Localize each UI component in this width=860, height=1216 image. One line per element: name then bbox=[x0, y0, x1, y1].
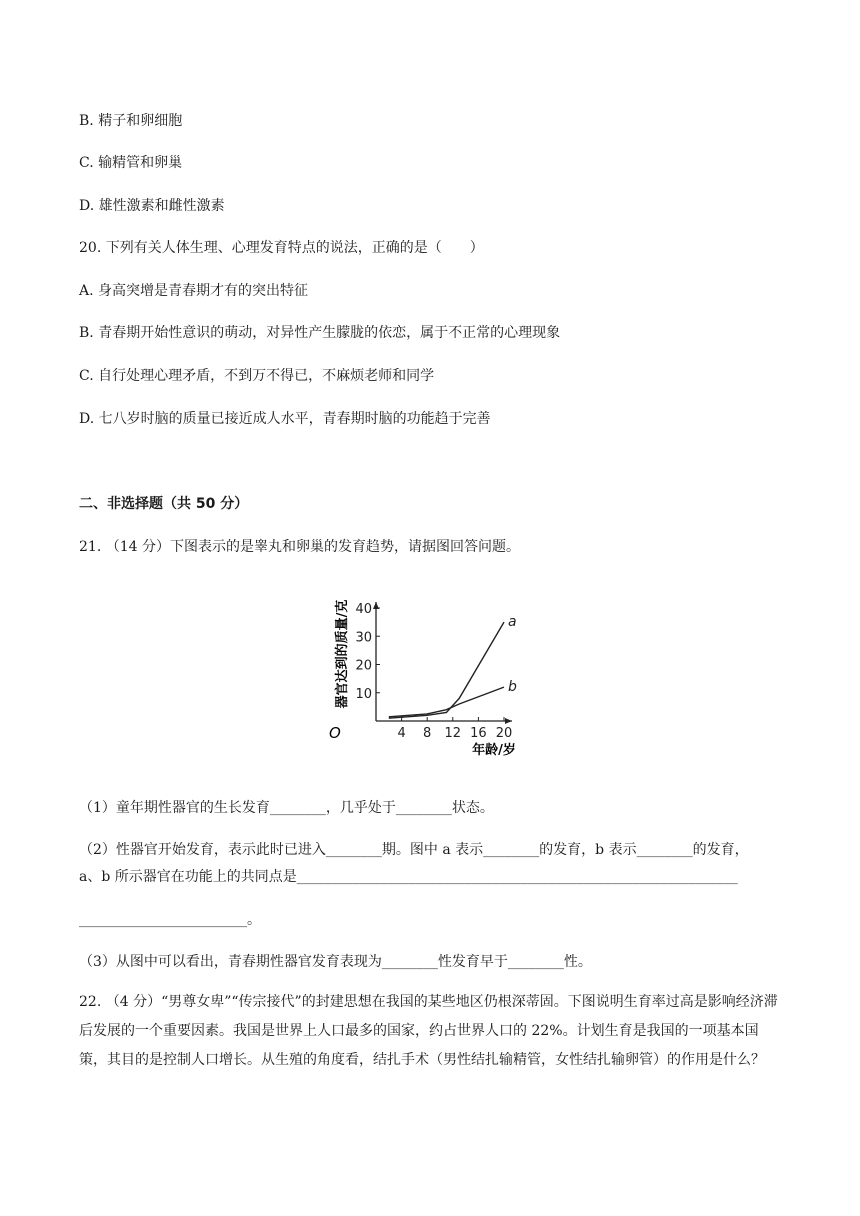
y-tick-label: 10 bbox=[355, 686, 372, 702]
y-tick-label: 40 bbox=[355, 602, 372, 617]
question-21-sub1: （1）童年期性器官的生长发育________，几乎处于________状态。 bbox=[79, 800, 494, 816]
chart-ticks bbox=[355, 602, 512, 741]
y-tick-label: 30 bbox=[355, 630, 372, 646]
series-label-a: a bbox=[508, 614, 517, 631]
series-label-b: b bbox=[508, 679, 517, 696]
x-tick-label: 12 bbox=[444, 726, 462, 741]
question-21-sub2-line1: （2）性器官开始发育，表示此时已进入________期。图中 a 表示________的发育，b 表示________的发育， bbox=[79, 842, 749, 858]
chart-ylabel: 器官达到的质量/克 bbox=[335, 599, 350, 709]
chart-origin-label: O bbox=[329, 724, 341, 742]
chart-axes bbox=[373, 602, 512, 724]
question-22-text: 22. （4 分）“男尊女卑”“传宗接代”的封建思想在我国的某些地区仍根深蒂固。下图说明生育率过高是影响经济滞后发展的一个重要因素。我国是世界上人口最多的国家，约占世界人口的 22%。计划生育是我国的一项基本国策，其目的是控制人口增长。从生殖的角度看，结扎手术（男性结扎输精管，女性结扎输卵管）的作用是什么？ bbox=[79, 994, 778, 1068]
x-tick-label: 4 bbox=[397, 726, 406, 741]
option-19-b: B. 精子和卵细胞 bbox=[79, 113, 183, 129]
option-20-c: C. 自行处理心理矛盾，不到万不得已，不麻烦老师和同学 bbox=[79, 368, 435, 384]
x-tick-label: 8 bbox=[423, 726, 432, 741]
x-axis-arrow bbox=[505, 718, 512, 724]
x-tick-label: 20 bbox=[495, 726, 513, 741]
chart-series bbox=[389, 614, 517, 718]
option-20-a: A. 身高突增是青春期才有的突出特征 bbox=[79, 283, 309, 299]
x-tick-label: 16 bbox=[470, 726, 487, 741]
question-21-sub2-line2: a、b 所示器官在功能上的共同点是_______________________________________________________________ bbox=[79, 869, 738, 885]
y-tick-label: 20 bbox=[355, 658, 372, 674]
question-21-sub2-line3: ________________________。 bbox=[79, 912, 261, 928]
organ-growth-chart bbox=[326, 588, 516, 758]
question-21-stem: 21. （14 分）下图表示的是睾丸和卵巢的发育趋势，请据图回答问题。 bbox=[79, 539, 520, 555]
option-20-d: D. 七八岁时脑的质量已接近成人水平，青春期时脑的功能趋于完善 bbox=[79, 411, 491, 427]
section-title: 二、非选择题（共 50 分） bbox=[79, 496, 249, 512]
chart-xlabel: 年龄/岁 bbox=[472, 743, 516, 758]
question-21-sub3: （3）从图中可以看出，青春期性器官发育表现为________性发育早于________性。 bbox=[79, 954, 592, 970]
option-20-b: B. 青春期开始性意识的萌动，对异性产生朦胧的依恋，属于不正常的心理现象 bbox=[79, 325, 561, 341]
series-line-a bbox=[389, 622, 504, 718]
option-19-c: C. 输精管和卵巢 bbox=[79, 155, 183, 171]
question-20-stem: 20. 下列有关人体生理、心理发育特点的说法，正确的是（ ） bbox=[79, 240, 484, 256]
option-19-d: D. 雄性激素和雌性激素 bbox=[79, 198, 225, 214]
